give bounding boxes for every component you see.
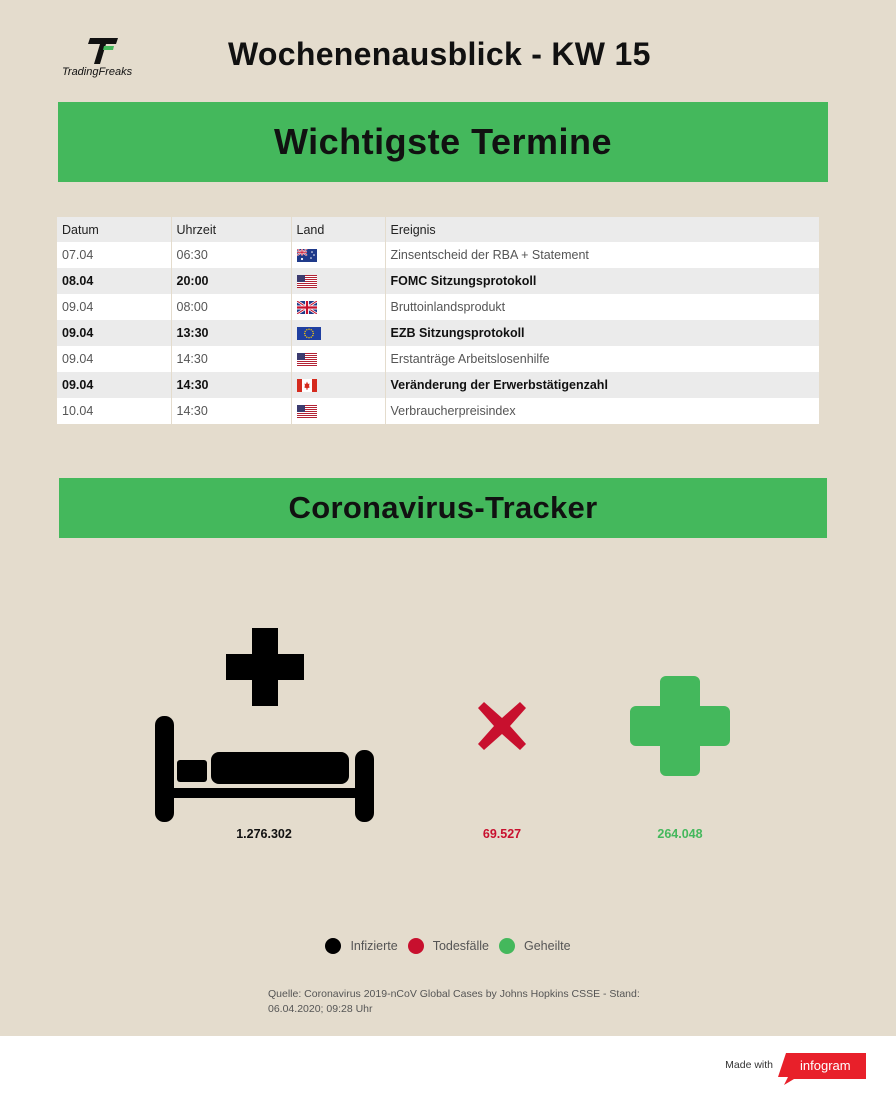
- column-header-event: Ereignis: [385, 217, 820, 242]
- date-cell: 07.04: [57, 242, 171, 268]
- time-cell: 14:30: [171, 346, 291, 372]
- event-cell: EZB Sitzungsprotokoll: [385, 320, 820, 346]
- events-table: [57, 217, 820, 424]
- table-row: [57, 346, 820, 372]
- column-header-date: Datum: [57, 217, 171, 242]
- corona-tracker: [0, 600, 896, 860]
- date-cell: 09.04: [57, 294, 171, 320]
- tradingfreaks-logo: [62, 36, 146, 80]
- legend-label: Infizierte: [350, 939, 398, 953]
- country-cell: [291, 346, 385, 372]
- canada-flag-icon: [297, 379, 317, 392]
- table-header-row: [57, 217, 820, 242]
- date-cell: 10.04: [57, 398, 171, 424]
- x-mark-icon: [476, 700, 528, 752]
- country-cell: [291, 242, 385, 268]
- events-title: Wichtigste Termine: [273, 121, 613, 162]
- country-cell: [291, 268, 385, 294]
- country-cell: [291, 294, 385, 320]
- country-cell: [291, 372, 385, 398]
- country-cell: [291, 320, 385, 346]
- usa-flag-icon: [297, 405, 317, 418]
- logo-text: TradingFreaks: [62, 66, 133, 78]
- tracker-legend: [0, 938, 896, 954]
- time-cell: 14:30: [171, 372, 291, 398]
- time-cell: 20:00: [171, 268, 291, 294]
- table-row: [57, 268, 820, 294]
- column-header-time: Uhrzeit: [171, 217, 291, 242]
- infogram-badge[interactable]: [778, 1053, 866, 1085]
- legend-label: Geheilte: [523, 939, 571, 953]
- event-cell: Erstanträge Arbeitslosenhilfe: [385, 346, 820, 372]
- legend-dot-icon: [325, 938, 341, 954]
- made-with-label: Made with: [725, 1059, 773, 1071]
- legend-dot-icon: [499, 938, 515, 954]
- green-cross-icon: [630, 676, 730, 776]
- time-cell: 13:30: [171, 320, 291, 346]
- events-banner: [58, 102, 828, 182]
- page-title: Wochenenausblick - KW 15: [228, 36, 651, 72]
- event-cell: FOMC Sitzungsprotokoll: [385, 268, 820, 294]
- usa-flag-icon: [297, 353, 317, 366]
- recovered-value: 264.048: [657, 827, 703, 841]
- legend-item-recovered: [499, 938, 571, 954]
- corona-title: Coronavirus-Tracker: [288, 490, 598, 525]
- event-cell: Zinsentscheid der RBA + Statement: [385, 242, 820, 268]
- infogram-brand[interactable]: infogram: [800, 1058, 851, 1073]
- corona-banner: [59, 478, 827, 538]
- source-note: Quelle: Coronavirus 2019-nCoV Global Cases by Johns Hopkins CSSE - Stand: 06.04.2020; 09:28 Uhr: [268, 988, 640, 1015]
- hospital-bed-icon: [155, 628, 375, 823]
- event-cell: Bruttoinlandsprodukt: [385, 294, 820, 320]
- uk-flag-icon: [297, 301, 317, 314]
- australia-flag-icon: [297, 249, 317, 262]
- time-cell: 08:00: [171, 294, 291, 320]
- legend-item-deaths: [408, 938, 489, 954]
- table-row: [57, 242, 820, 268]
- legend-label: Todesfälle: [432, 939, 489, 953]
- table-row: [57, 372, 820, 398]
- date-cell: 09.04: [57, 372, 171, 398]
- event-cell: Veränderung der Erwerbstätigenzahl: [385, 372, 820, 398]
- table-row: [57, 398, 820, 424]
- date-cell: 09.04: [57, 320, 171, 346]
- infected-value: 1.276.302: [236, 827, 292, 841]
- time-cell: 14:30: [171, 398, 291, 424]
- logo-mark-icon: [86, 36, 120, 66]
- table-row: [57, 320, 820, 346]
- legend-item-infected: [325, 938, 397, 954]
- footer: [0, 1036, 896, 1096]
- date-cell: 09.04: [57, 346, 171, 372]
- time-cell: 06:30: [171, 242, 291, 268]
- legend-dot-icon: [408, 938, 424, 954]
- date-cell: 08.04: [57, 268, 171, 294]
- eu-flag-icon: [297, 327, 321, 340]
- event-cell: Verbraucherpreisindex: [385, 398, 820, 424]
- column-header-country: Land: [291, 217, 385, 242]
- table-row: [57, 294, 820, 320]
- usa-flag-icon: [297, 275, 317, 288]
- deaths-value: 69.527: [482, 827, 522, 841]
- country-cell: [291, 398, 385, 424]
